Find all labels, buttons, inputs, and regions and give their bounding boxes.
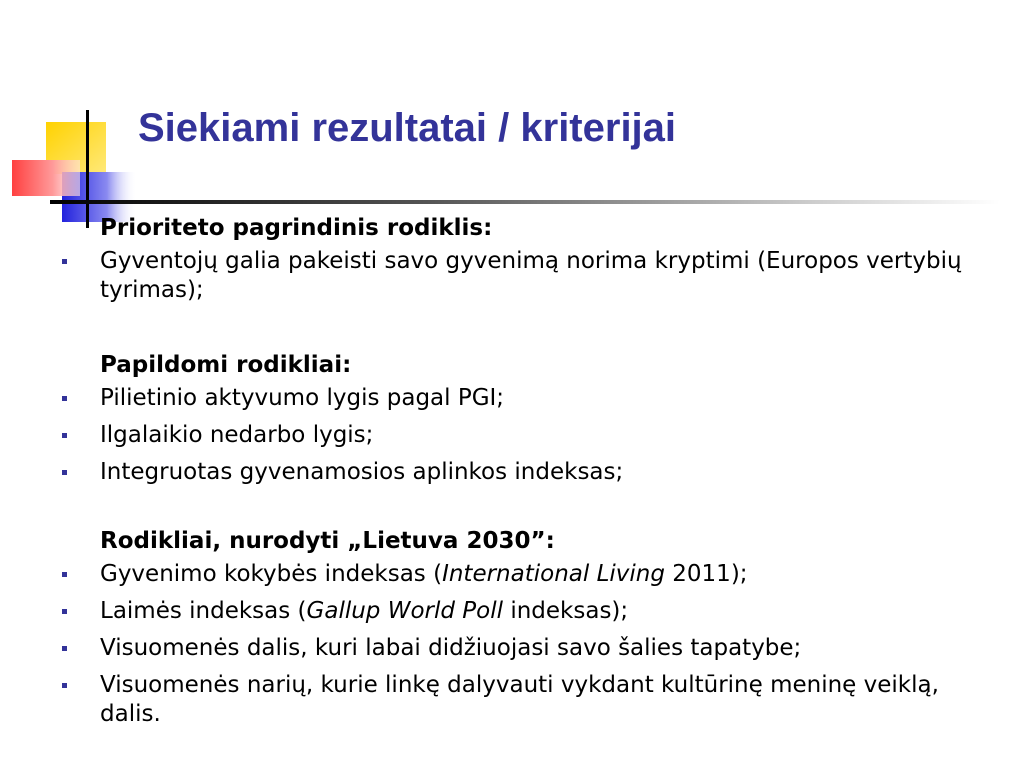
list-item-text: Visuomenės narių, kurie linkę dalyvauti vykdant kultūrinę meninę veiklą, dalis. — [100, 672, 939, 727]
bullet-icon — [62, 259, 67, 264]
list-item — [0, 560, 1024, 589]
list-item — [0, 384, 1024, 413]
additional-list — [0, 384, 1024, 487]
list-item-text-post: 2011); — [664, 561, 748, 587]
bullet-icon — [62, 609, 67, 614]
list-item — [0, 597, 1024, 626]
bullet-icon — [62, 572, 67, 577]
list-item — [0, 247, 1024, 305]
red-block — [12, 160, 80, 196]
bullet-icon — [62, 396, 67, 401]
corner-ornament — [0, 0, 160, 240]
list-item-text: Gyventojų galia pakeisti savo gyvenimą norima kryptimi (Europos vertybių tyrimas); — [100, 248, 962, 303]
list-item-text-post: indeksas); — [503, 598, 629, 624]
bullet-icon — [62, 433, 67, 438]
lietuva-2030-list — [0, 560, 1024, 729]
section-heading-additional: Papildomi rodikliai: — [100, 352, 352, 378]
list-item — [0, 421, 1024, 450]
list-item-text-italic: International Living — [442, 561, 665, 587]
list-item-text-italic: Gallup World Poll — [306, 598, 504, 624]
list-item — [0, 458, 1024, 487]
list-item-text: Visuomenės dalis, kuri labai didžiuojasi savo šalies tapatybe; — [100, 635, 802, 661]
bullet-icon — [62, 646, 67, 651]
ornament-vertical-line — [86, 110, 89, 228]
title-divider — [50, 200, 1000, 204]
bullet-icon — [62, 470, 67, 475]
list-item-text: Pilietinio aktyvumo lygis pagal PGI; — [100, 385, 505, 411]
list-item-text-pre: Gyvenimo kokybės indeksas ( — [100, 561, 443, 587]
list-item-text: Integruotas gyvenamosios aplinkos indeksas; — [100, 459, 624, 485]
list-item-text: Ilgalaikio nedarbo lygis; — [100, 422, 374, 448]
section-heading-lietuva-2030: Rodikliai, nurodyti „Lietuva 2030”: — [100, 528, 555, 554]
list-item — [0, 634, 1024, 663]
section-heading-primary: Prioriteto pagrindinis rodiklis: — [100, 215, 493, 241]
list-item-text-pre: Laimės indeksas ( — [100, 598, 307, 624]
slide-body — [0, 214, 1024, 737]
bullet-icon — [62, 683, 67, 688]
list-item — [0, 671, 1024, 729]
slide-title: Siekiami rezultatai / kriterijai — [138, 106, 677, 150]
primary-list — [0, 247, 1024, 305]
